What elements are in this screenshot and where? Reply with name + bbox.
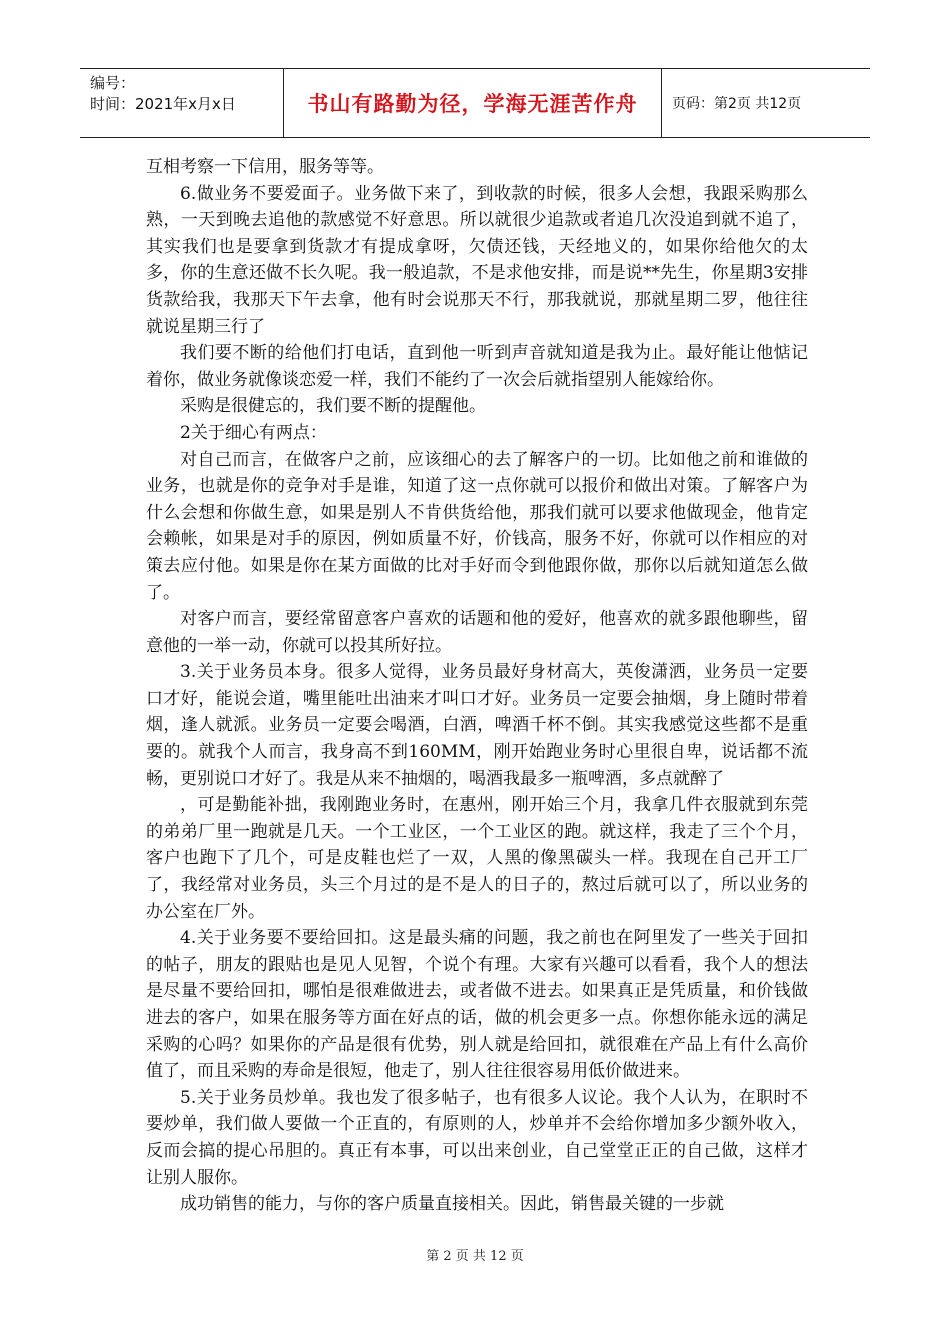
body-paragraph: ，可是勤能补拙，我刚跑业务时，在惠州，刚开始三个月，我拿几件衣服就到东莞的弟弟厂里一跑就是几天。一个工业区，一个工业区的跑。就这样，我走了三个个月，客户也跑下了几个，可是皮鞋也烂了一双，人黑的像黑碳头一样。我现在自己开工厂了，我经常对业务员，头三个月过的是不是人的日子的，熬过后就可以了，所以业务的办公室在厂外。 [146,795,808,922]
body-paragraph: 我们要不断的给他们打电话，直到他一听到声音就知道是我为止。最好能让他惦记着你，做业务就像谈恋爱一样，我们不能约了一次会后就指望别人能嫁给你。 [146,343,808,390]
header-motto-cell [284,69,662,137]
header-meta-cell [80,69,284,137]
header-motto: 书山有路勤为径，学海无涯苦作舟 [307,92,638,116]
page-header [80,68,870,138]
body-paragraph: 4.关于业务要不要给回扣。这是最头痛的问题，我之前也在阿里发了一些关于回扣的帖子，朋友的跟贴也是见人见智，个说个有理。大家有兴趣可以看看，我个人的想法是尽量不要给回扣，哪怕是很难做进去，或者做不进去。如果真正是凭质量，和价钱做进去的客户，如果在服务等方面在好点的话，做的机会更多一点。你想你能永远的满足采购的心吗？如果你的产品是很有优势，别人就是给回扣，就很难在产品上有什么高价值了，而且采购的寿命是很短，他走了，别人往往很容易用低价做进来。 [146,928,808,1082]
document-number-label: 编号： [90,74,136,92]
page-footer [0,1245,950,1264]
body-paragraph: 采购是很健忘的，我们要不断的提醒他。 [180,396,486,417]
body-paragraph: 5.关于业务员炒单。我也发了很多帖子，也有很多人议论。我个人认为，在职时不要炒单，我们做人要做一个正直的，有原则的人，炒单并不会给你增加多少额外收入，反而会搞的提心吊胆的。真正有本事，可以出来创业，自己堂堂正正的自己做，这样才让别人服你。 [146,1087,808,1188]
body-paragraph: 成功销售的能力，与你的客户质量直接相关。因此，销售最关键的一步就 [180,1194,724,1215]
body-paragraph: 3.关于业务员本身。很多人觉得，业务员最好身材高大，英俊潇洒，业务员一定要口才好，能说会道，嘴里能吐出油来才叫口才好。业务员一定要会抽烟，身上随时带着烟，逢人就派。业务员一定要会喝酒，白酒，啤酒千杯不倒。其实我感觉这些都不是重要的。就我个人而言，我身高不到160MM，刚开始跑业务时心里很自卑，说话都不流畅，更别说口才好了。我是从来不抽烟的，喝酒我最多一瓶啤酒，多点就醉了 [146,662,808,789]
body-paragraph: 对客户而言，要经常留意客户喜欢的话题和他的爱好，他喜欢的就多跟他聊些，留意他的一举一动，你就可以投其所好拉。 [146,609,808,656]
header-page-info: 页码：第2页 共12页 [672,96,802,112]
footer-page-number: 第 2 页 共 12 页 [426,1249,524,1264]
header-page-cell [662,69,870,137]
body-paragraph: 互相考察一下信用，服务等等。 [146,157,384,177]
document-body [146,154,808,1218]
body-paragraph: 6.做业务不要爱面子。业务做下来了，到收款的时候，很多人会想，我跟采购那么熟，一天到晚去追他的款感觉不好意思。所以就很少追款或者追几次没追到就不追了，其实我们也是要拿到货款才有提成拿呀，欠债还钱，天经地义的，如果你给他欠的太多，你的生意还做不长久呢。我一般追款，不是求他安排，而是说**先生，你星期3安排货款给我，我那天下午去拿，他有时会说那天不行，那我就说，那就星期二罗，他往往就说星期三行了 [146,183,808,337]
body-paragraph: 2关于细心有两点： [180,422,327,443]
body-paragraph: 对自己而言，在做客户之前，应该细心的去了解客户的一切。比如他之前和谁做的业务，也就是你的竞争对手是谁，知道了这一点你就可以报价和做出对策。了解客户为什么会想和你做生意，如果是别人不肯供货给他，那我们就可以要求他做现金，他肯定会赖帐，如果是对手的原因，例如质量不好，价钱高，服务不好，你就可以作相应的对策去应付他。如果是你在某方面做的比对手好而令到他跟你做，那你以后就知道怎么做了。 [146,449,808,603]
document-time-label: 时间：2021年x月x日 [90,95,236,113]
